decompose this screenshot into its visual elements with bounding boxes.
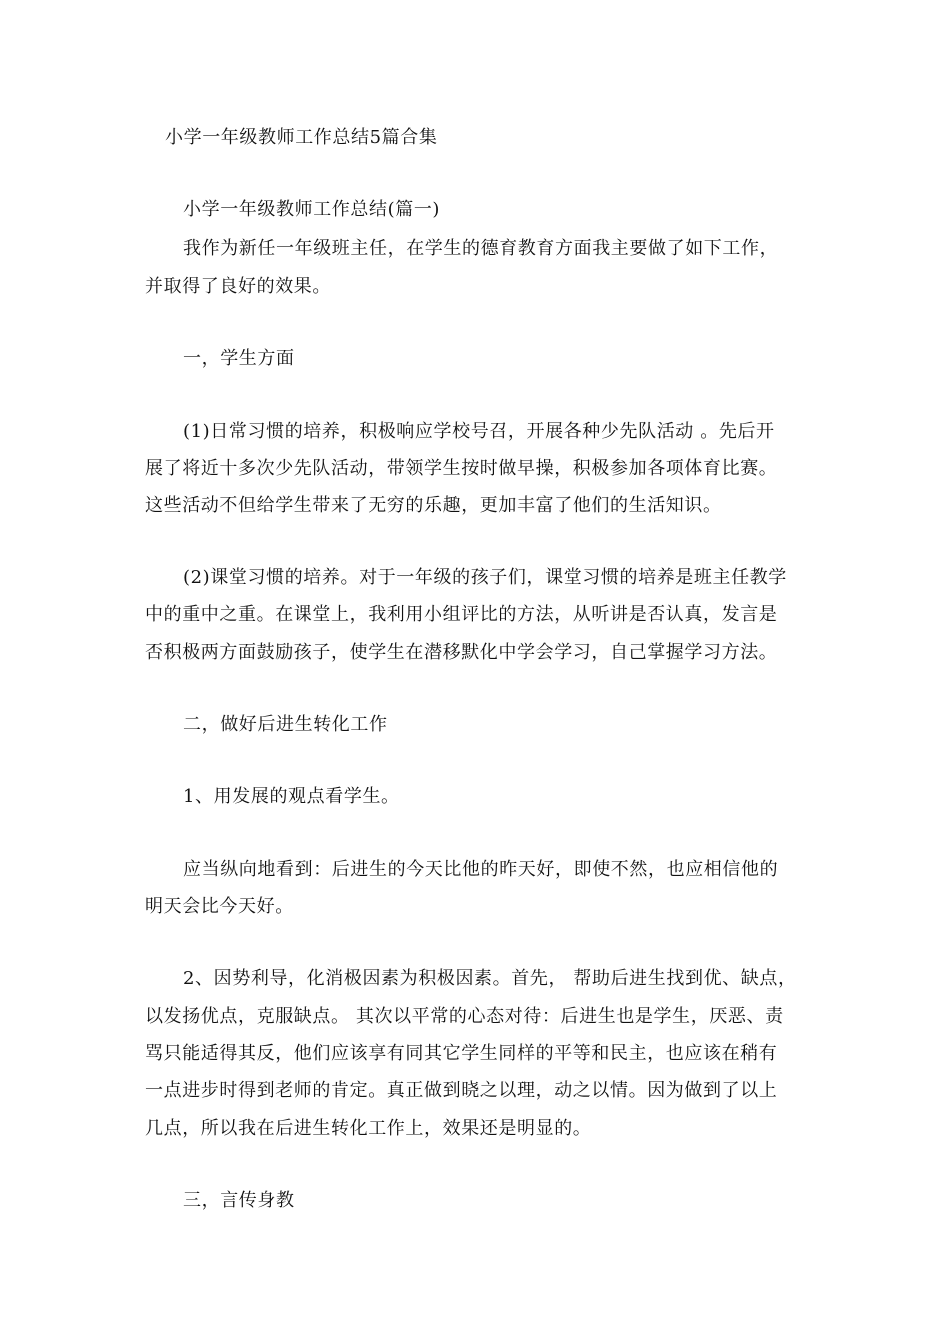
section-heading: 小学一年级教师工作总结(篇一) [183, 199, 441, 220]
para-1-line-2: 展了将近十多次少先队活动，带领学生按时做早操，积极参加各项体育比赛。 [145, 458, 778, 479]
intro-line-1: 我作为新任一年级班主任，在学生的德育教育方面我主要做了如下工作， [183, 238, 779, 259]
document-title: 小学一年级教师工作总结5篇合集 [165, 127, 438, 148]
item-1: 1、用发展的观点看学生。 [183, 786, 400, 807]
para-4-line-1: 2、因势利导，化消极因素为积极因素。首先， 帮助后进生找到优、缺点， [183, 968, 797, 989]
para-2-line-1: (2)课堂习惯的培养。对于一年级的孩子们，课堂习惯的培养是班主任教学 [183, 567, 787, 588]
para-1-line-1: (1)日常习惯的培养，积极响应学校号召，开展各种少先队活动 。先后开 [183, 421, 775, 442]
para-4-line-2: 以发扬优点，克服缺点。 其次以平常的心态对待：后进生也是学生，厌恶、责 [145, 1006, 784, 1027]
para-1-line-3: 这些活动不但给学生带来了无穷的乐趣，更加丰富了他们的生活知识。 [145, 495, 722, 516]
intro-line-2: 并取得了良好的效果。 [145, 276, 331, 297]
heading-lead-by-example: 三，言传身教 [183, 1190, 295, 1211]
para-4-line-4: 一点进步时得到老师的肯定。真正做到晓之以理，动之以情。因为做到了以上 [145, 1080, 778, 1101]
para-4-line-5: 几点，所以我在后进生转化工作上，效果还是明显的。 [145, 1118, 592, 1139]
para-4-line-3: 骂只能适得其反，他们应该享有同其它学生同样的平等和民主，也应该在稍有 [145, 1043, 778, 1064]
para-2-line-3: 否积极两方面鼓励孩子，使学生在潜移默化中学会学习，自己掌握学习方法。 [145, 642, 778, 663]
para-3-line-1: 应当纵向地看到：后进生的今天比他的昨天好，即使不然，也应相信他的 [183, 859, 779, 880]
para-3-line-2: 明天会比今天好。 [145, 896, 294, 917]
para-2-line-2: 中的重中之重。在课堂上，我利用小组评比的方法，从听讲是否认真，发言是 [145, 604, 778, 625]
heading-underachievers: 二，做好后进生转化工作 [183, 714, 388, 735]
heading-students: 一，学生方面 [183, 348, 295, 369]
